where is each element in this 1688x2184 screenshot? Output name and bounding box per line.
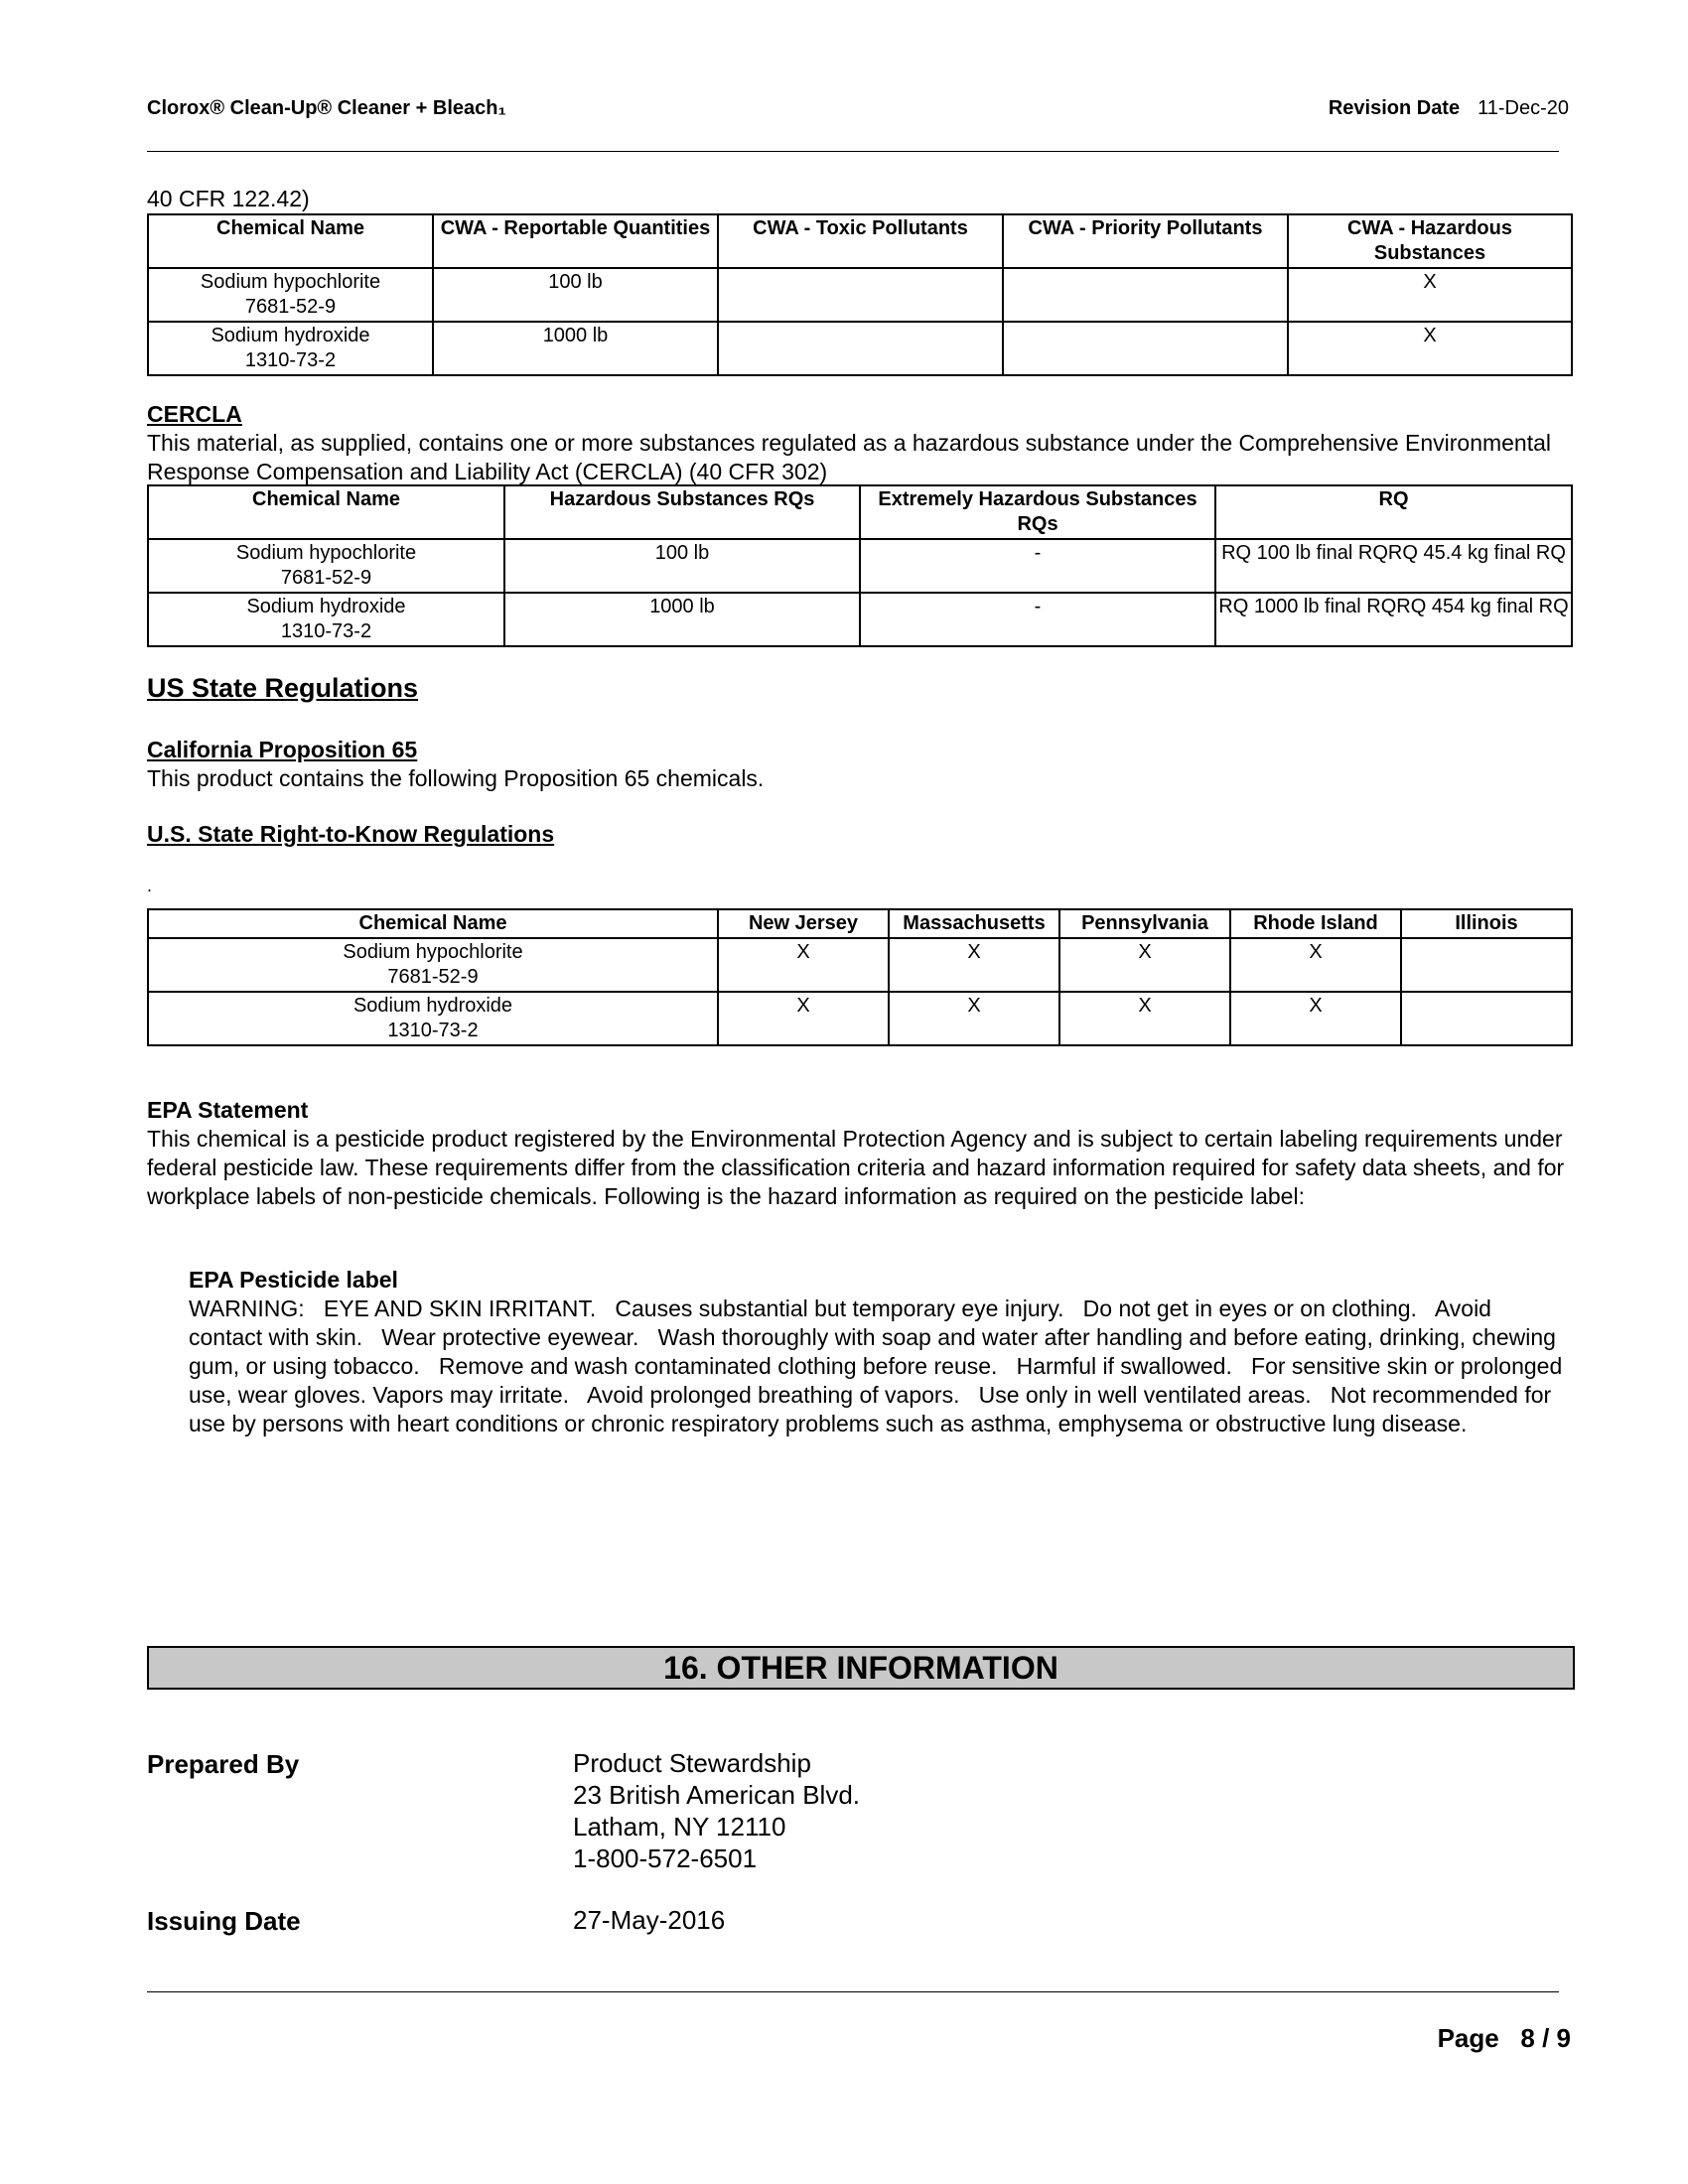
table-header-row <box>148 214 1572 268</box>
chemical-cell <box>148 268 433 322</box>
revision-label: Revision Date <box>1328 97 1461 119</box>
page-indicator <box>1438 2023 1571 2054</box>
nj-cell: X <box>718 938 889 992</box>
chemical-name: Sodium hypochlorite <box>343 941 523 963</box>
cas-number: 1310-73-2 <box>244 349 337 371</box>
chemical-name: Sodium hydroxide <box>246 596 406 617</box>
revision-info <box>1329 97 1569 120</box>
footer-divider <box>147 1991 1559 1992</box>
chemical-cell <box>148 322 433 375</box>
cercla-text: This material, as supplied, contains one or more substances regulated as a hazardous substance under the Comprehensive Environmental Response Compensation and Liability Act (CERCLA) (40 CFR 302) <box>147 430 1552 484</box>
rq-cell: 1000 lb <box>433 322 718 375</box>
col-pennsylvania: Pennsylvania <box>1059 909 1230 938</box>
col-cwa-priority: CWA - Priority Pollutants <box>1003 214 1288 268</box>
epa-text: This chemical is a pesticide product registered by the Environmental Protection Agency and is subject to certain labeling requirements under federal pesticide law. These requirements differ from the classification criteria and hazard information required for safety data sheets, and for workplace labels of non-pesticide chemicals. Following is the hazard information as required on the pesticide label: <box>147 1126 1565 1209</box>
cwa-intro: 40 CFR 122.42) <box>147 186 310 211</box>
page-label: Page <box>1437 2023 1499 2053</box>
chemical-cell <box>148 938 718 992</box>
table-row <box>148 539 1572 593</box>
pa-cell: X <box>1059 938 1230 992</box>
header-divider <box>147 151 1559 152</box>
pa-cell: X <box>1059 992 1230 1045</box>
dot-mark: . <box>147 876 153 895</box>
chemical-name: Sodium hypochlorite <box>200 271 381 293</box>
nj-cell: X <box>718 992 889 1045</box>
prepared-by-label: Prepared By <box>147 1749 300 1779</box>
il-cell <box>1401 992 1572 1045</box>
hazardous-cell: X <box>1288 322 1572 375</box>
issuing-date-value: 27-May-2016 <box>573 1905 726 1935</box>
col-ehs-rq: Extremely Hazardous Substances RQs <box>860 485 1215 539</box>
prop65-text: This product contains the following Proposition 65 chemicals. <box>147 765 765 791</box>
hazardous-cell: X <box>1288 268 1572 322</box>
epa-label-text: WARNING: EYE AND SKIN IRRITANT. Causes substantial but temporary eye injury. Do not get in eyes or on clothing. Avoid contact with skin. Wear protective eyewear. Wash thoroughly with soap and water after handling and before eating, drinking, chewing gum, or using tobacco. Remove and wash contaminated clothing before reuse. Harmful if swallowed. For sensitive skin or prolonged use, wear gloves. Vapors may irritate. Avoid prolonged breathing of vapors. Use only in well ventilated areas. Not recommended for use by persons with heart conditions or chronic respiratory problems such as asthma, emphysema or obstructive lung disease. <box>189 1296 1569 1436</box>
col-cwa-hazardous: CWA - Hazardous Substances <box>1288 214 1572 268</box>
chemical-cell <box>148 539 504 593</box>
rtk-table <box>147 908 1573 1046</box>
col-hs-rq: Hazardous Substances RQs <box>504 485 860 539</box>
toxic-cell <box>718 322 1003 375</box>
chemical-cell <box>148 593 504 646</box>
cas-number: 7681-52-9 <box>280 567 372 589</box>
prop65-heading: California Proposition 65 <box>147 737 418 762</box>
col-rhode-island: Rhode Island <box>1230 909 1401 938</box>
epa-heading: EPA Statement <box>147 1097 309 1123</box>
rq-cell: RQ 1000 lb final RQRQ 454 kg final RQ <box>1215 593 1572 646</box>
ri-cell: X <box>1230 992 1401 1045</box>
cas-number: 1310-73-2 <box>280 620 372 642</box>
table-row <box>148 322 1572 375</box>
il-cell <box>1401 938 1572 992</box>
ehs-rq-cell: - <box>860 539 1215 593</box>
cercla-heading: CERCLA <box>147 401 242 427</box>
issuing-date-label: Issuing Date <box>147 1906 301 1936</box>
ma-cell: X <box>889 992 1059 1045</box>
epa-label-heading: EPA Pesticide label <box>189 1267 398 1293</box>
col-illinois: Illinois <box>1401 909 1572 938</box>
table-row <box>148 938 1572 992</box>
col-new-jersey: New Jersey <box>718 909 889 938</box>
rq-cell: 100 lb <box>433 268 718 322</box>
chemical-name: Sodium hydroxide <box>352 995 513 1017</box>
table-row <box>148 992 1572 1045</box>
col-cwa-rq: CWA - Reportable Quantities <box>433 214 718 268</box>
col-chemical-name: Chemical Name <box>148 485 504 539</box>
revision-date: 11-Dec-20 <box>1477 97 1569 119</box>
table-header-row <box>148 909 1572 938</box>
chemical-name: Sodium hypochlorite <box>235 542 417 564</box>
table-row <box>148 593 1572 646</box>
col-massachusetts: Massachusetts <box>889 909 1059 938</box>
chemical-name: Sodium hydroxide <box>211 325 370 346</box>
state-regs-heading: US State Regulations <box>147 673 419 703</box>
hs-rq-cell: 1000 lb <box>504 593 860 646</box>
col-rq: RQ <box>1215 485 1572 539</box>
ma-cell: X <box>889 938 1059 992</box>
col-chemical-name: Chemical Name <box>148 909 718 938</box>
cas-number: 1310-73-2 <box>387 1020 479 1041</box>
section-16-title: 16. OTHER INFORMATION <box>147 1646 1575 1690</box>
priority-cell <box>1003 268 1288 322</box>
cercla-table <box>147 484 1573 647</box>
product-name: Clorox® Clean-Up® Cleaner + Bleach₁ <box>147 97 506 119</box>
cas-number: 7681-52-9 <box>387 966 479 988</box>
rtk-heading: U.S. State Right-to-Know Regulations <box>147 821 555 847</box>
prepared-line: 1-800-572-6501 <box>573 1843 758 1873</box>
prepared-by-value <box>573 1747 860 1874</box>
ri-cell: X <box>1230 938 1401 992</box>
cwa-table <box>147 213 1573 376</box>
toxic-cell <box>718 268 1003 322</box>
table-row <box>148 268 1572 322</box>
page-number: 8 / 9 <box>1520 2023 1571 2053</box>
rq-cell: RQ 100 lb final RQRQ 45.4 kg final RQ <box>1215 539 1572 593</box>
priority-cell <box>1003 322 1288 375</box>
prepared-line: 23 British American Blvd. <box>573 1780 861 1810</box>
hs-rq-cell: 100 lb <box>504 539 860 593</box>
col-cwa-toxic: CWA - Toxic Pollutants <box>718 214 1003 268</box>
col-chemical-name: Chemical Name <box>148 214 433 268</box>
table-header-row <box>148 485 1572 539</box>
ehs-rq-cell: - <box>860 593 1215 646</box>
prepared-line: Product Stewardship <box>573 1748 811 1778</box>
cas-number: 7681-52-9 <box>244 296 337 318</box>
prepared-line: Latham, NY 12110 <box>573 1812 786 1842</box>
chemical-cell <box>148 992 718 1045</box>
